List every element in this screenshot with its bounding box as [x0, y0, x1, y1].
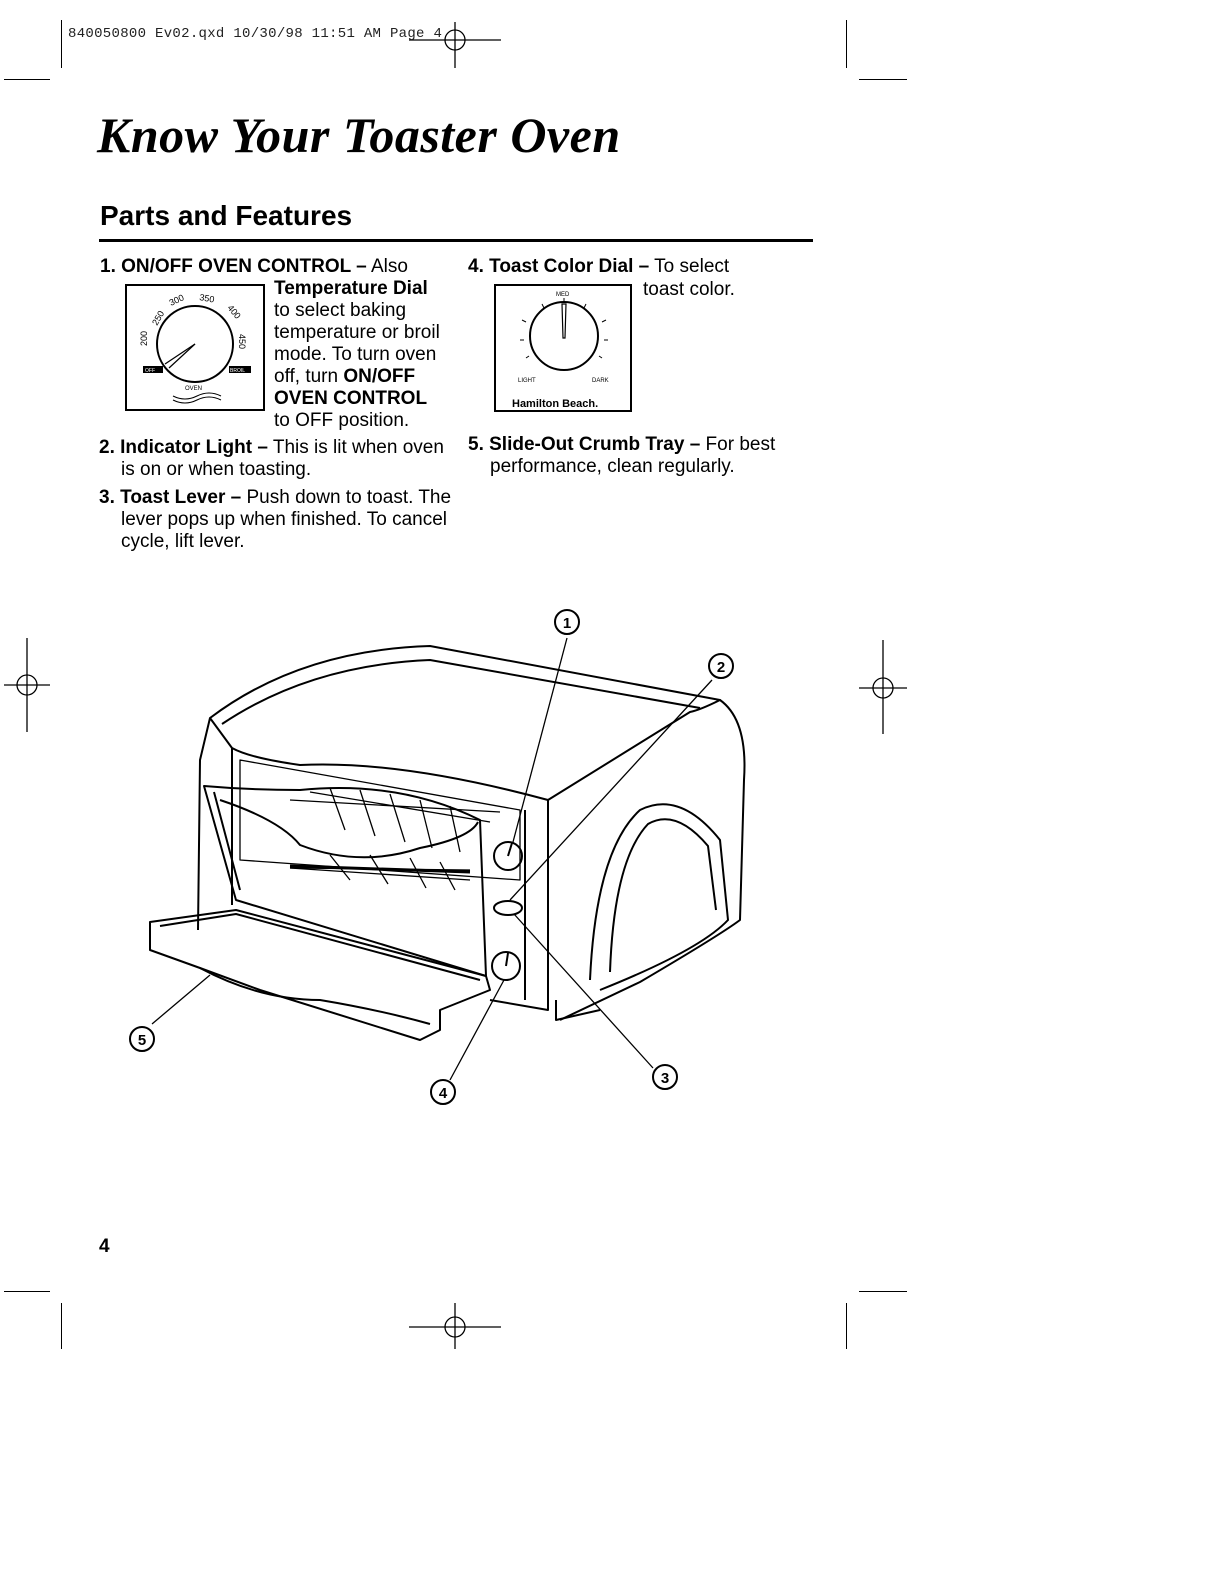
part-1-line-bold: ON/OFF	[343, 366, 416, 387]
page-number: 4	[99, 1236, 110, 1257]
part-1-line: OVEN CONTROL	[274, 388, 428, 409]
callout-number: 4	[438, 1085, 448, 1102]
oven-dial-oven-label: OVEN	[185, 386, 203, 392]
part-1-line: mode. To turn oven	[274, 344, 437, 365]
part-4-text: To select	[649, 256, 730, 277]
part-1-lead: 1. ON/OFF OVEN CONTROL –	[100, 256, 367, 277]
callout-number: 3	[660, 1070, 670, 1087]
part-4-lead: 4. Toast Color Dial –	[468, 256, 650, 277]
part-1-line: to select baking	[274, 300, 407, 321]
oven-dial-temp: 400	[225, 302, 243, 321]
toast-dial-dark-label: DARK	[592, 378, 609, 384]
toast-dial-med-label: MED	[556, 292, 570, 298]
oven-dial-temp: 300	[167, 292, 186, 308]
part-2-lead: 2. Indicator Light –	[99, 437, 268, 458]
callout-number: 2	[716, 659, 726, 676]
part-3-text: Push down to toast. The lever pops up when finished. To cancel cycle, lift lever.	[121, 487, 452, 552]
page-title: Know Your Toaster Oven	[97, 107, 621, 163]
print-slug: 840050800 Ev02.qxd 10/30/98 11:51 AM Page 4	[68, 26, 443, 42]
toast-dial-light-label: LIGHT	[518, 378, 536, 384]
part-1-line: to OFF position.	[274, 410, 410, 431]
toast-dial-brand: Hamilton Beach.	[512, 398, 599, 410]
part-1-line-text: off, turn	[274, 366, 344, 387]
oven-dial-temp: 250	[150, 308, 167, 327]
callout-number: 1	[562, 615, 572, 632]
callout-number: 5	[137, 1032, 147, 1049]
part-1-line: temperature or broil	[274, 322, 440, 343]
oven-dial-off-label: OFF	[145, 368, 155, 374]
part-5-lead: 5. Slide-Out Crumb Tray –	[468, 434, 701, 455]
oven-dial-temp: 200	[139, 330, 149, 346]
part-4-line: toast color.	[643, 279, 735, 300]
section-heading: Parts and Features	[100, 200, 353, 231]
oven-dial-temp: 350	[198, 292, 216, 305]
oven-dial-temp: 450	[237, 334, 247, 350]
part-3-lead: 3. Toast Lever –	[99, 487, 242, 508]
part-2-text: This is lit when oven is on or when toasting.	[121, 437, 444, 480]
part-1-lead-rest: Also	[366, 256, 408, 277]
part-5-text: For best performance, clean regularly.	[490, 434, 776, 477]
part-1-line: Temperature Dial	[274, 278, 428, 299]
oven-dial-broil-label: BROIL	[230, 368, 246, 374]
